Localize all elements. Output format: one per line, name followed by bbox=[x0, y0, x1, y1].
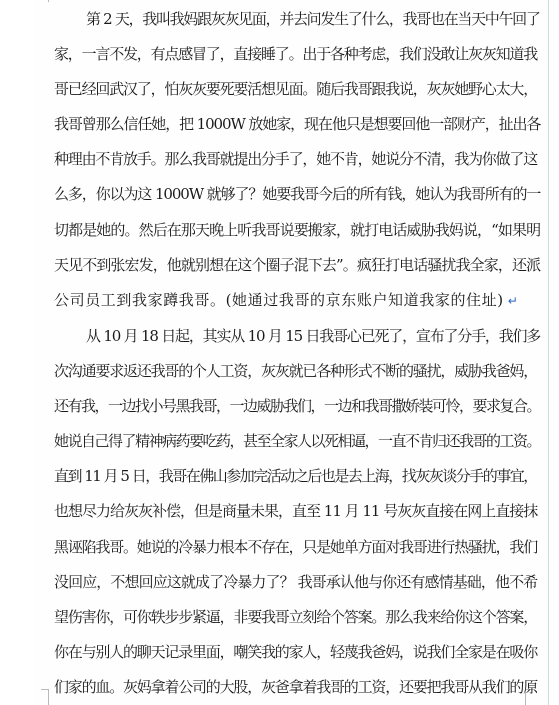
text-line: 没回应，不想回应这就成了冷暴力了？ 我哥承认他与你还有感情基础，他不希 bbox=[54, 573, 538, 591]
margin-corner-mark bbox=[41, 689, 49, 705]
text-line: 家，一言不发，有点感冒了，直接睡了。出于各种考虑，我们没敢让灰灰知道我 bbox=[54, 45, 538, 63]
text-line bbox=[54, 290, 518, 311]
text-line: 第 2 天，我叫我妈跟灰灰见面，并去问发生了什么，我哥也在当天中午回了 bbox=[86, 10, 540, 28]
document-page bbox=[34, 0, 556, 705]
text-line: 天见不到张宏发，他就别想在这个圈子混下去”。疯狂打电话骚扰我全家，还派 bbox=[54, 256, 541, 274]
text-line: 切都是她的。然后在那天晚上听我哥说要搬家，就打电话威胁我妈说，“如果明 bbox=[54, 221, 541, 239]
margin-corner-mark bbox=[41, 0, 49, 2]
text-line: 也想尽力给灰灰补偿，但是商量未果，直至 11 月 11 号灰灰直接在网上直接抹 bbox=[54, 502, 538, 520]
text-line: 从 10 月 18 日起，其实从 10 月 15 日我哥心已死了，宣布了分手，我们多 bbox=[86, 327, 541, 345]
text-line: 们家的血。灰妈拿着公司的大股，灰爸拿着我哥的工资，还要把我哥从我们的原 bbox=[54, 678, 538, 696]
paragraph-mark-icon: ↵ bbox=[507, 294, 519, 308]
text-line: 还有我，一边找小号黑我哥，一边威胁我们，一边和我哥撒娇装可怜，要求复合。 bbox=[54, 397, 541, 415]
text-line: 次沟通要求返还我哥的个人工资，灰灰就已各种形式不断的骚扰，威胁我爸妈， bbox=[54, 362, 538, 380]
text-line: 我哥曾那么信任她，把 1000W 放她家，现在他只是想要回他一部财产，扯出各 bbox=[54, 115, 541, 133]
text-line: 哥已经回武汉了，怕灰灰要死要活想见面。随后我哥跟我说，灰灰她野心太大， bbox=[54, 80, 538, 98]
text-line-content: 公司员工到我家蹲我哥。(她通过我哥的京东账户知道我家的住址) bbox=[54, 291, 504, 309]
text-line: 望伤害你，可你轶步步紧逼，非要我哥立刻给个答案。那么我来给你这个答案， bbox=[54, 608, 538, 626]
page-edge bbox=[548, 0, 549, 705]
text-line: 你在与别人的聊天记录里面，嘲笑我的家人，轻蔑我爸妈，说我们全家是在吸你 bbox=[54, 643, 538, 661]
text-line: 么多，你以为这 1000W 就够了？她要我哥今后的所有钱，她认为我哥所有的一 bbox=[54, 185, 541, 203]
text-line: 她说自己得了精神病药要吃药，甚至全家人以死相逼，一直不肯归还我哥的工资。 bbox=[54, 432, 541, 450]
text-line: 直到 11 月 5 日，我哥在佛山参加完活动之后也是去上海，找灰灰谈分手的事宜， bbox=[54, 467, 537, 485]
text-line: 黑诬陷我哥。她说的冷暴力根本不存在，只是她单方面对我哥进行热骚扰，我们 bbox=[54, 538, 538, 556]
text-line: 种理由不肯放手。那么我哥就提出分手了，她不肯，她说分不清，我为你做了这 bbox=[54, 150, 538, 168]
